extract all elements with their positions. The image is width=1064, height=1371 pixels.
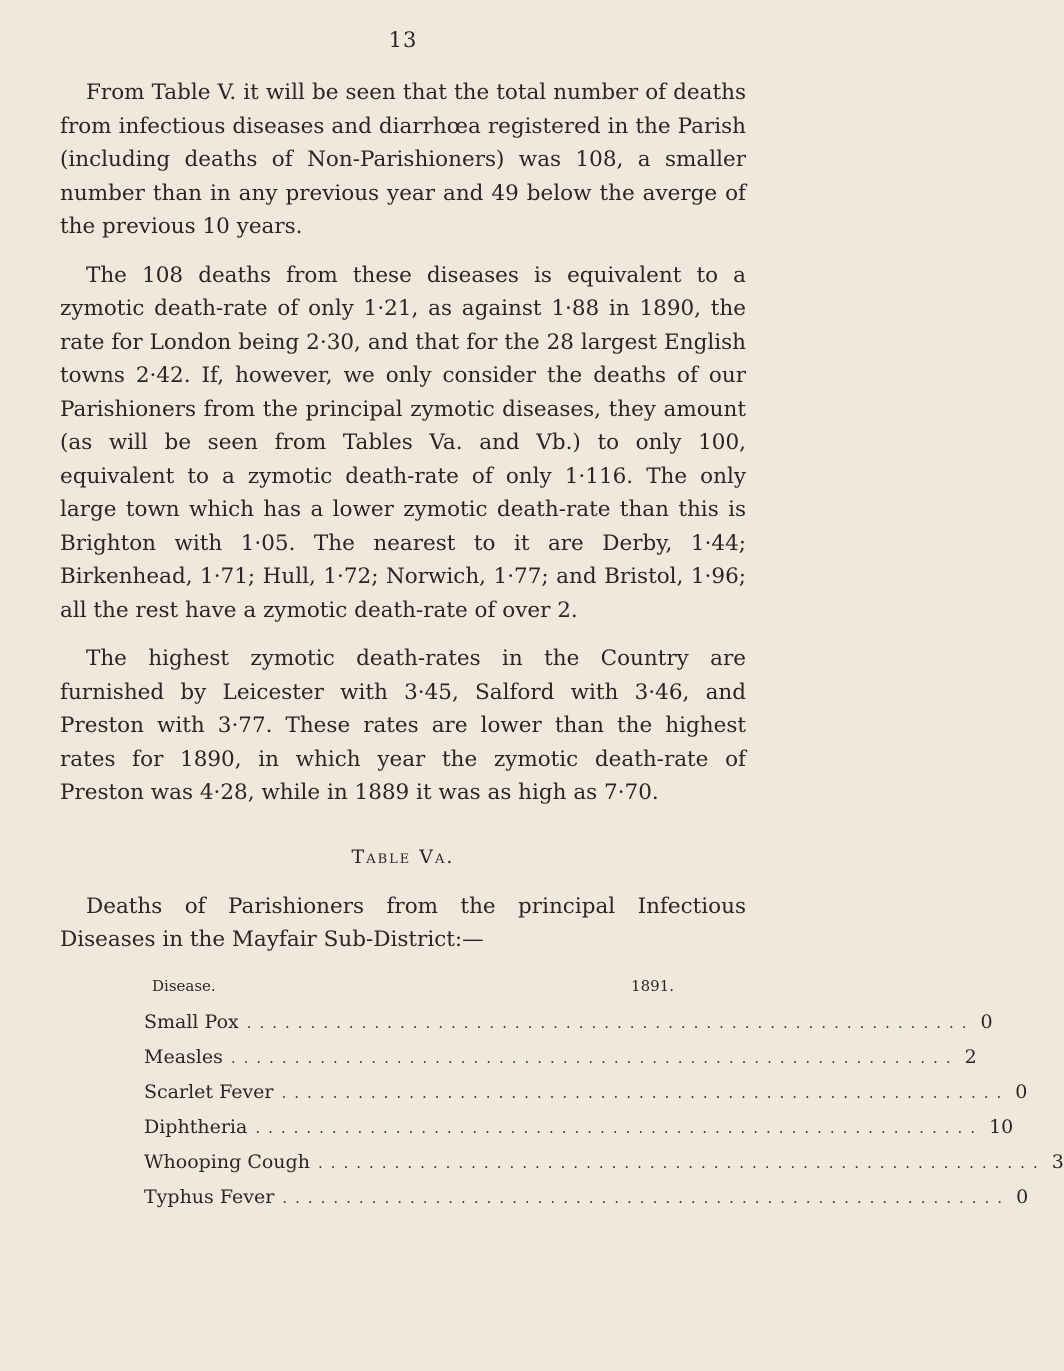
death-count: 2 [964, 1045, 977, 1068]
leader-dots: ......................................................... [317, 1153, 1046, 1172]
disease-name: Whooping Cough [144, 1150, 310, 1173]
table-row [144, 1075, 1028, 1110]
table-title: Table Va. [351, 845, 455, 868]
death-count: 10 [989, 1115, 1014, 1138]
table-row [144, 1005, 993, 1040]
disease-name: Measles [144, 1045, 223, 1068]
page-number: 13 [388, 28, 418, 52]
table-row [144, 1110, 1014, 1145]
disease-name: Small Pox [144, 1010, 239, 1033]
leader-dots: ......................................................... [282, 1188, 1011, 1207]
table-row [144, 1145, 1064, 1180]
table-header [144, 977, 674, 995]
leader-dots: ......................................................... [255, 1118, 984, 1137]
leader-dots: ......................................................... [230, 1048, 959, 1067]
table-row [144, 1180, 1029, 1215]
disease-name: Diphtheria [144, 1115, 248, 1138]
death-count: 0 [980, 1010, 993, 1033]
disease-name: Scarlet Fever [144, 1080, 274, 1103]
column-header-year: 1891. [631, 976, 674, 995]
paragraph-2: The 108 deaths from these diseases is equivalent to a zymotic death-rate of only 1·21, as against 1·88 in 1890, the rate for London being 2·30, and that for the 28 largest English towns 2·42. If, however, we only consider the deaths of our Parishioners from the principal zymotic diseases, they amount (as will be seen from Tables Va. and Vb.) to only 100, equivalent to a zymotic death-rate of only 1·116. The only large town which has a lower zymotic death-rate than this is Brighton with 1·05. The nearest to it are Derby, 1·44; Birkenhead, 1·71; Hull, 1·72; Norwich, 1·77; and Bristol, 1·96; all the rest have a zymotic death-rate of over 2. [60, 262, 746, 623]
leader-dots: ......................................................... [246, 1013, 975, 1032]
paragraph-3: The highest zymotic death-rates in the Country are furnished by Leicester with 3·45, Salford with 3·46, and Preston with 3·77. These rates are lower than the highest rates for 1890, in which year the zymotic death-rate of Preston was 4·28, while in 1889 it was as high as 7·70. [60, 646, 746, 805]
death-count: 3 [1051, 1150, 1064, 1173]
column-header-disease: Disease. [152, 976, 216, 995]
death-count: 0 [1015, 1080, 1028, 1103]
paragraph-1: From Table V. it will be seen that the total number of deaths from infectious diseases and diarrhœa registered in the Parish (including deaths of Non-Parishioners) was 108, a smaller number than in any previous year and 49 below the averge of the previous 10 years. [60, 80, 746, 239]
table-row [144, 1040, 977, 1075]
document-page [60, 28, 1064, 1215]
leader-dots: ......................................................... [281, 1083, 1010, 1102]
table-intro: Deaths of Parishioners from the principal Infectious Diseases in the Mayfair Sub-District:— [60, 893, 746, 952]
disease-table [144, 976, 1064, 1215]
disease-name: Typhus Fever [144, 1185, 275, 1208]
death-count: 0 [1016, 1185, 1029, 1208]
